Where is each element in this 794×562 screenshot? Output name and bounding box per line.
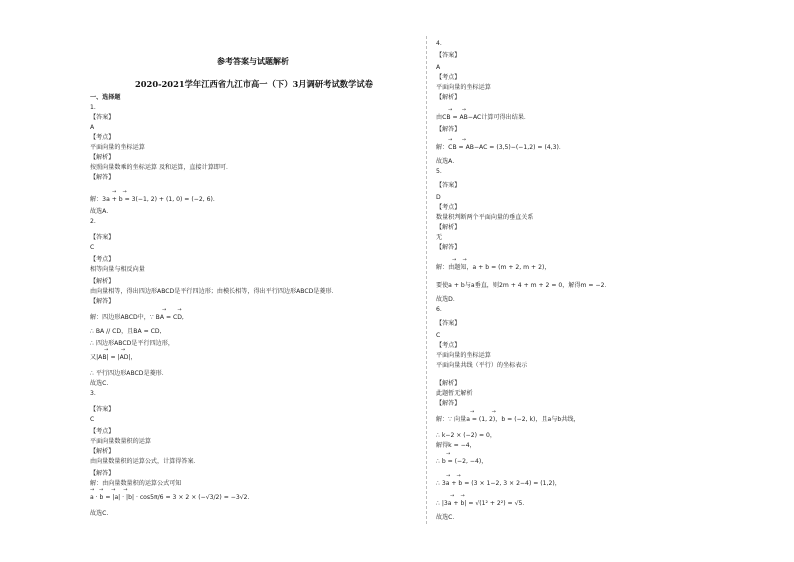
page-title: 参考答案与试题解析 xyxy=(217,56,289,66)
vector-arrow: → → xyxy=(112,189,127,195)
vector-arrow: → → xyxy=(446,473,461,479)
solution-text: ∴ b = (−2, −4)， xyxy=(436,458,488,465)
vector-arrow: → → → → xyxy=(90,487,128,493)
solution-label: 【解答】 xyxy=(90,470,115,477)
section-heading: 一、选择题 xyxy=(90,94,121,101)
solution-text: ∴ 3a + b = (3 × 1−2, 3 × 2−4) = (1,2)， xyxy=(436,480,561,487)
answer-value: C xyxy=(90,244,95,251)
solution-label: 【解答】 xyxy=(90,298,115,305)
conclusion: 故选D． xyxy=(436,296,459,303)
vector-arrow: → → xyxy=(450,493,465,499)
vector-arrow: → → xyxy=(470,409,496,415)
analysis-label: 【解析】 xyxy=(436,94,461,101)
answer-value: A xyxy=(436,64,441,71)
analysis-text: 按照向量数乘的坐标运算 及和运算，直接计算即可． xyxy=(90,164,233,171)
topic-text: 平面向量的坐标运算 xyxy=(436,84,491,91)
solution-text: a · b = |a| · |b| · cos5π/6 = 3 × 2 × (−√3/2) = −3√2. xyxy=(90,494,250,501)
answer-label: 【答案】 xyxy=(436,320,461,327)
analysis-label: 【解析】 xyxy=(436,224,461,231)
solution-text: ∴ 平行四边形ABCD是菱形． xyxy=(90,370,168,377)
solution-text: 又|AB| = |AD|， xyxy=(90,354,137,361)
analysis-text: 无 xyxy=(436,234,443,241)
vector-arrow: → xyxy=(446,451,451,457)
solution-text: ∴ BA // CD，且BA = CD, xyxy=(90,328,162,335)
solution-text: 要使a + b与a垂直，则2m + 4 + m + 2 = 0，解得m = −2． xyxy=(436,282,611,289)
topic-label: 【考点】 xyxy=(436,204,461,211)
analysis-label: 【解析】 xyxy=(436,380,461,387)
solution-text: 解：由题知，a + b = (m + 2, m + 2)， xyxy=(436,264,551,271)
analysis-text: 由向量数量积的运算公式，计算得答案． xyxy=(90,458,200,465)
answer-label: 【答案】 xyxy=(90,406,115,413)
solution-text: 解：由向量数量积的运算公式可知 xyxy=(90,480,182,487)
analysis-label: 【解析】 xyxy=(90,154,115,161)
answer-label: 【答案】 xyxy=(436,52,461,59)
topic-label: 【考点】 xyxy=(436,342,461,349)
answer-value: C xyxy=(436,332,441,339)
conclusion: 故选C. xyxy=(90,510,109,517)
vector-arrow: → → xyxy=(448,137,466,143)
topic-label: 【考点】 xyxy=(436,74,461,81)
topic-text: 平面向量数量积的运算 xyxy=(90,438,151,445)
vector-arrow: → → xyxy=(452,257,467,263)
answer-value: D xyxy=(436,194,441,201)
topic-text: 平面向量的坐标运算 xyxy=(436,352,491,359)
conclusion: 故选C. xyxy=(90,380,109,387)
solution-text: 解得k = −4， xyxy=(436,442,476,449)
analysis-label: 【解析】 xyxy=(90,278,115,285)
analysis-text: 此题暂无解析 xyxy=(436,390,473,397)
solution-text: ∴ k−2 × (−2) = 0， xyxy=(436,432,496,439)
topic-label: 【考点】 xyxy=(90,428,115,435)
topic-label: 【考点】 xyxy=(90,134,115,141)
answer-value: A xyxy=(90,124,95,131)
solution-text: ∴ 四边形ABCD是平行四边形， xyxy=(90,340,174,347)
topic-text: 平面向量共线（平行）的坐标表示 xyxy=(436,362,528,369)
topic-text: 数量积判断两个平面向量的垂直关系 xyxy=(436,214,534,221)
question-number: 3. xyxy=(90,390,96,397)
conclusion: 故选C． xyxy=(436,514,459,521)
solution-label: 【解答】 xyxy=(436,126,461,133)
analysis-text: 由CB = AB−AC计算可得出结果． xyxy=(436,114,531,121)
conclusion: 故选A. xyxy=(90,208,109,215)
vector-arrow: → → xyxy=(448,107,466,113)
question-number: 6. xyxy=(436,306,442,313)
question-number: 4. xyxy=(436,40,442,47)
answer-label: 【答案】 xyxy=(436,182,461,189)
solution-label: 【解答】 xyxy=(436,244,461,251)
column-divider xyxy=(426,36,427,524)
topic-label: 【考点】 xyxy=(90,256,115,263)
solution-text: ∴ |3a + b| = √(1² + 2²) = √5． xyxy=(436,500,529,507)
conclusion: 故选A． xyxy=(436,158,459,165)
analysis-text: 由向量相等，得出四边形ABCD是平行四边形；由模长相等，得出平行四边形ABCD是菱形． xyxy=(90,288,338,295)
topic-text: 相等向量与相反向量 xyxy=(90,266,145,273)
solution-text: 解：∵ 向量a = (1, 2)，b = (−2, k)，且a与b共线， xyxy=(436,416,580,423)
vector-arrow: → → xyxy=(104,347,126,353)
answer-label: 【答案】 xyxy=(90,114,115,121)
solution-label: 【解答】 xyxy=(436,400,461,407)
topic-text: 平面向量的坐标运算 xyxy=(90,144,145,151)
analysis-label: 【解析】 xyxy=(90,448,115,455)
question-number: 2. xyxy=(90,218,96,225)
solution-text: 解：四边形ABCD中，∵ BA = CD, xyxy=(90,314,184,321)
vector-arrow: → → xyxy=(162,307,182,313)
solution-text: 解：CB = AB−AC = (3,5)−(−1,2) = (4,3)． xyxy=(436,144,565,151)
solution-text: 解：3a + b = 3(−1, 2) + (1, 0) = (−2, 6). xyxy=(90,196,215,203)
answer-value: C xyxy=(90,416,95,423)
question-number: 1. xyxy=(90,104,96,111)
exam-title: 2020-2021学年江西省九江市高一（下）3月调研考试数学试卷 xyxy=(135,79,373,89)
question-number: 5. xyxy=(436,168,442,175)
solution-label: 【解答】 xyxy=(90,174,115,181)
answer-label: 【答案】 xyxy=(90,234,115,241)
